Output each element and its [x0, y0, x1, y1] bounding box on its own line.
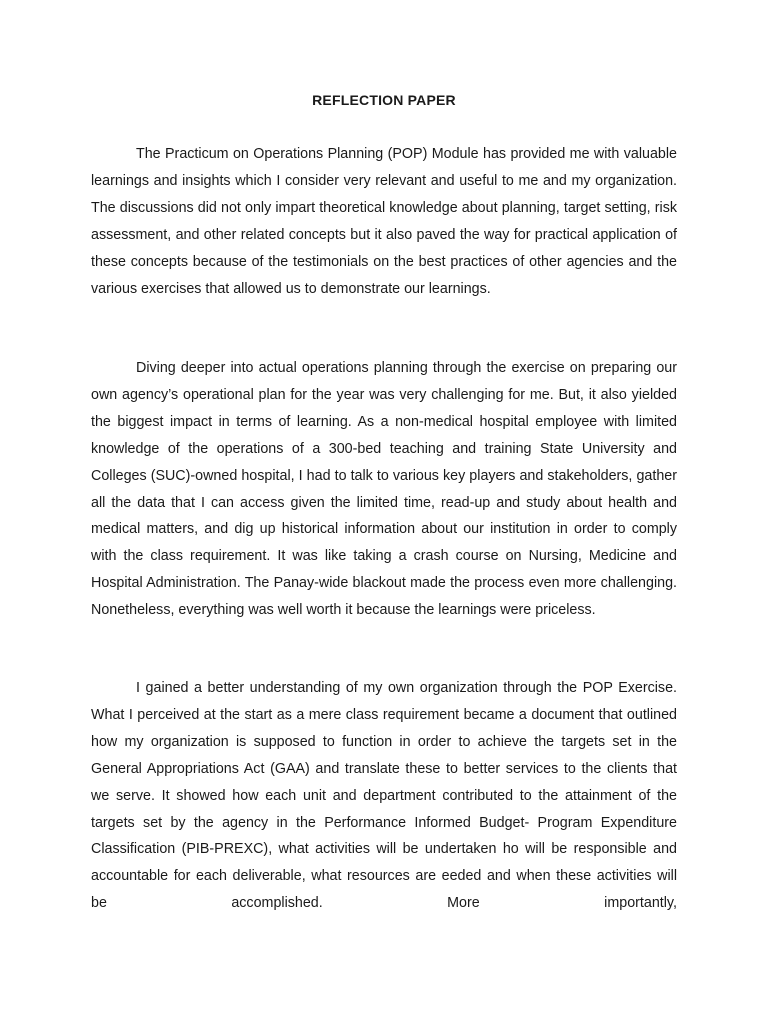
paragraph-1: The Practicum on Operations Planning (POP) Module has provided me with valuable learnings and insights which I consider very relevant and useful to me and my organization. The discussions did not only impart theoretical knowledge about planning, target setting, risk assessment, and other related concepts but it also paved the way for practical application of these concepts because of the testimonials on the best practices of other agencies and the various exercises that allowed us to demonstrate our learnings.: [91, 146, 677, 297]
paragraph-2: Diving deeper into actual operations planning through the exercise on preparing our own agency’s operational plan for the year was very challenging for me. But, it also yielded the biggest impact in terms of learning. As a non-medical hospital employee with limited knowledge of the operations of a 300-bed teaching and training State University and Colleges (SUC)-owned hospital, I had to talk to various key players and stakeholders, gather all the data that I can access given the limited time, read-up and study about health and medical matters, and dig up historical information about our institution in order to comply with the class requirement. It was like taking a crash course on Nursing, Medicine and Hospital Administration. The Panay-wide blackout made the process even more challenging. Nonetheless, everything was well worth it because the learnings were priceless.: [91, 360, 677, 619]
paragraph-3: I gained a better understanding of my own organization through the POP Exercise. What I perceived at the start as a mere class requirement became a document that outlined how my organization is supposed to function in order to achieve the targets set in the General Appropriations Act (GAA) and translate these to better services to the clients that we serve. It showed how each unit and department contributed to the attainment of the targets set by the agency in the Performance Informed Budget- Program Expenditure Classification (PIB-PREXC), what activities will be undertaken ho will be responsible and accountable for each deliverable, what resources are eeded and when these activities will be accomplished. More importantly,: [91, 680, 677, 912]
page-title: REFLECTION PAPER: [312, 92, 456, 108]
